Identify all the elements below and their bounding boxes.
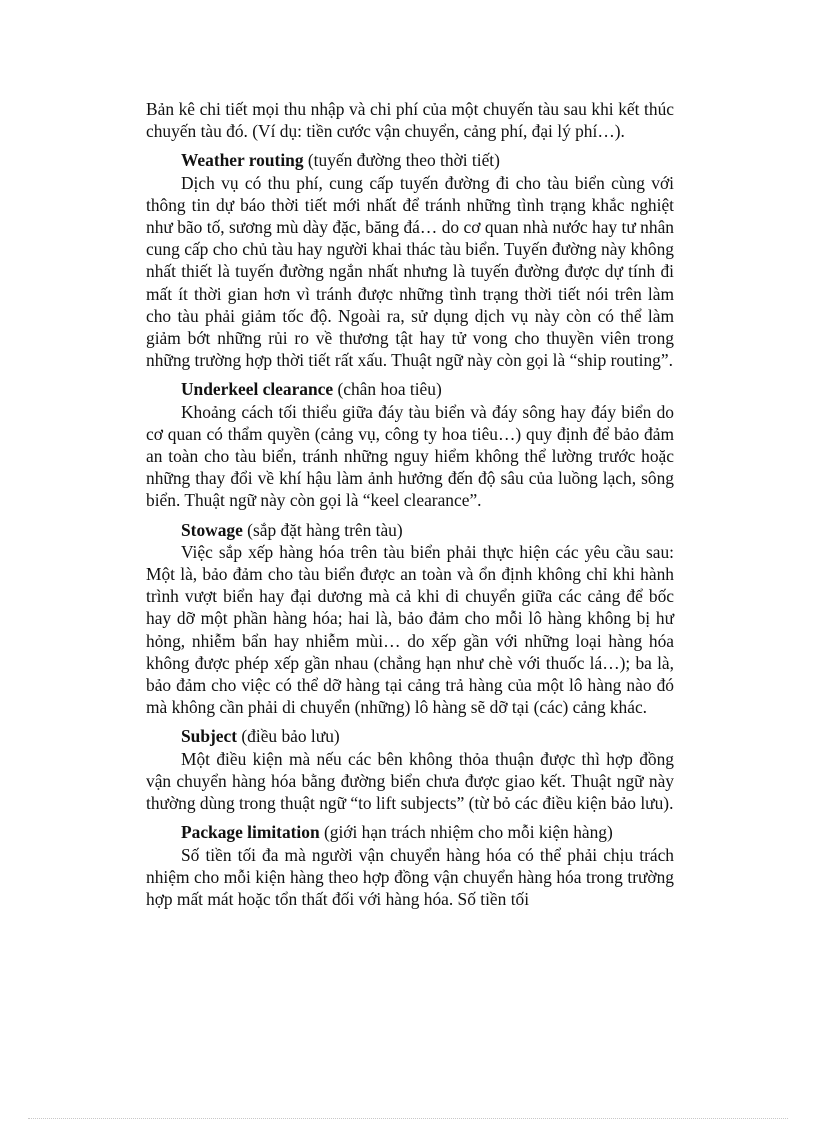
entry-term: Weather routing [181, 150, 304, 171]
entry-heading [146, 519, 674, 541]
entry-gloss: (điều bảo lưu) [237, 726, 340, 747]
glossary-entry-subject [146, 725, 674, 814]
glossary-entry-stowage [146, 519, 674, 719]
entry-heading [146, 378, 674, 400]
entry-body: Việc sắp xếp hàng hóa trên tàu biển phải thực hiện các yêu cầu sau: Một là, bảo đảm cho tàu biển được an toàn và ổn định không chỉ khi hành trình vượt biển hay đại dương mà cả khi di chuyển giữa các cảng để bốc hay dỡ một phần hàng hóa; hai là, bảo đảm cho mỗi lô hàng không bị hư hỏng, nhiễm bẩn hay nhiễm mùi… do xếp gần với những loại hàng hóa không được phép xếp gần nhau (chẳng hạn như chè với thuốc lá…); ba là, bảo đảm cho việc có thể dỡ hàng tại cảng trả hàng của một lô hàng nào đó mà không cần phải di chuyển (những) lô hàng sẽ dỡ tại (các) cảng khác. [146, 541, 674, 718]
document-page [146, 98, 674, 910]
entry-term: Package limitation [181, 822, 320, 843]
entry-heading [146, 821, 674, 843]
entry-body: Dịch vụ có thu phí, cung cấp tuyến đường đi cho tàu biển cùng với thông tin dự báo thời tiết mới nhất để tránh những tình trạng khắc nghiệt như bão tố, sương mù dày đặc, băng đá… do cơ quan nhà nước hay tư nhân cung cấp cho chủ tàu hay người khai thác tàu biển. Tuyến đường này không nhất thiết là tuyến đường ngắn nhất nhưng là tuyến đường được dự tính đi mất ít thời gian hơn vì tránh được những tình trạng thời tiết nói trên làm cho tàu phải giảm tốc độ. Ngoài ra, sử dụng dịch vụ này còn có thể làm giảm bớt những rủi ro về thương tật hay tử vong cho thuyền viên trong những trường hợp thời tiết rất xấu. Thuật ngữ này còn gọi là “ship routing”. [146, 172, 674, 371]
entry-term: Subject [181, 726, 238, 747]
glossary-entry-underkeel-clearance [146, 378, 674, 511]
glossary-entry-weather-routing [146, 149, 674, 371]
glossary-entry-package-limitation [146, 821, 674, 910]
entry-heading [146, 149, 674, 171]
entry-gloss: (giới hạn trách nhiệm cho mỗi kiện hàng) [319, 822, 613, 843]
entry-gloss: (tuyến đường theo thời tiết) [303, 150, 500, 171]
entry-heading [146, 725, 674, 747]
entry-gloss: (sắp đặt hàng trên tàu) [242, 519, 403, 540]
entry-body: Một điều kiện mà nếu các bên không thỏa thuận được thì hợp đồng vận chuyển hàng hóa bằng đường biển chưa được giao kết. Thuật ngữ này thường dùng trong thuật ngữ “to lift subjects” (từ bỏ các điều kiện bảo lưu). [146, 748, 674, 814]
entry-term: Underkeel clearance [181, 379, 334, 400]
entry-body: Số tiền tối đa mà người vận chuyển hàng hóa có thể phải chịu trách nhiệm cho mỗi kiện hàng theo hợp đồng vận chuyển hàng hóa trong trường hợp mất mát hoặc tổn thất đối với hàng hóa. Số tiền tối [146, 844, 674, 909]
entry-gloss: (chân hoa tiêu) [333, 379, 442, 400]
page-bottom-divider [28, 1118, 788, 1119]
intro-paragraph: Bản kê chi tiết mọi thu nhập và chi phí của một chuyến tàu sau khi kết thúc chuyến tàu đó. (Ví dụ: tiền cước vận chuyển, cảng phí, đại lý phí…). [146, 99, 674, 142]
entry-term: Stowage [181, 519, 243, 540]
entry-body: Khoảng cách tối thiểu giữa đáy tàu biển và đáy sông hay đáy biển do cơ quan có thẩm quyền (cảng vụ, công ty hoa tiêu…) quy định để bảo đảm an toàn cho tàu biển, tránh những nguy hiểm không thể lường trước hoặc những thay đổi về khí hậu làm ảnh hưởng đến độ sâu của luồng lạch, sông biển. Thuật ngữ này còn gọi là “keel clearance”. [146, 401, 674, 511]
